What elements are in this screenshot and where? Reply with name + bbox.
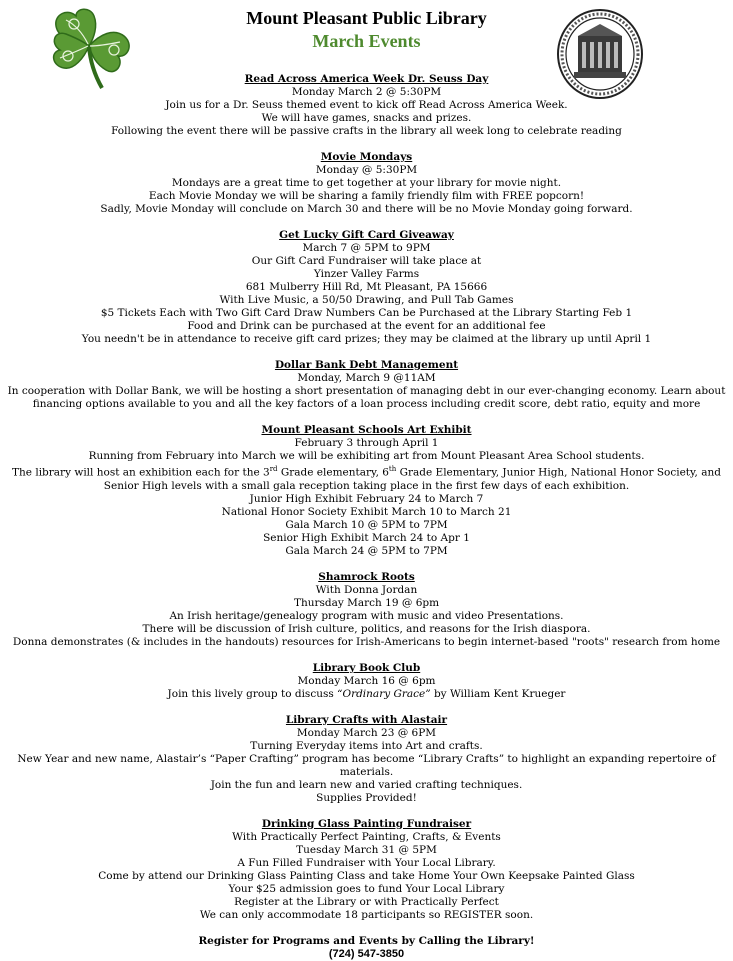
event-movie-mondays [2,151,731,216]
event-line: We can only accommodate 18 participants so REGISTER soon. [199,908,534,921]
event-line: National Honor Society Exhibit March 10 to March 21 [221,505,512,518]
event-line: Monday, March 9 @11AM [297,372,436,384]
event-art-exhibit [2,424,731,558]
event-line: Your $25 admission goes to fund Your Local Library [228,882,505,895]
event-dollar-bank [2,359,731,411]
event-title: Library Book Club [312,661,421,674]
event-line: Monday @ 5:30PM [315,164,418,176]
event-line: Join the fun and learn new and varied crafting techniques. [210,778,523,791]
event-line: March 7 @ 5PM to 9PM [302,242,431,254]
event-line: Junior High Exhibit February 24 to March 7 [249,492,484,505]
event-line: A Fun Filled Fundraiser with Your Local Library. [237,856,496,869]
event-title: Mount Pleasant Schools Art Exhibit [261,424,472,436]
event-line: Our Gift Card Fundraiser will take place at [251,255,482,267]
event-title: Get Lucky Gift Card Giveaway [279,229,454,241]
event-read-across-america [2,73,731,138]
event-line: 681 Mulberry Hill Rd, Mt Pleasant, PA 15666 [245,281,488,293]
event-line: Donna demonstrates (& includes in the handouts) resources for Irish-Americans to begin internet-based "roots" research from home [12,635,721,648]
paragraph-text: Grade elementary, 6 [277,466,389,479]
event-line: Sadly, Movie Monday will conclude on March 30 and there will be no Movie Monday going forward. [100,203,633,215]
ordinal-suffix: rd [269,465,278,473]
book-line-text: Join this lively group to discuss [167,687,338,700]
event-shamrock-roots [2,571,731,649]
document-subtitle: March Events [312,31,421,51]
event-title: Dollar Bank Debt Management [274,359,459,371]
event-line: You needn't be in attendance to receive gift card prizes; they may be claimed at the library up until April 1 [81,333,652,345]
event-line: We will have games, snacks and prizes. [261,112,472,124]
event-line: An Irish heritage/genealogy program with music and video Presentations. [169,609,564,622]
event-line: With Practically Perfect Painting, Crafts, & Events [232,830,501,843]
event-line [2,688,731,701]
event-title: Read Across America Week Dr. Seuss Day [244,73,489,85]
ordinal-suffix: th [388,465,397,473]
event-line: Food and Drink can be purchased at the event for an additional fee [187,320,546,332]
event-line: $5 Tickets Each with Two Gift Card Draw Numbers Can be Purchased at the Library Starting Feb 1 [100,307,633,319]
event-gift-card-giveaway [2,229,731,346]
event-title: Drinking Glass Painting Fundraiser [261,817,472,830]
paragraph-text: Grade Elementary, Junior High, National Honor Society, and Senior High levels with a small gala reception taking place in the first few days of each exhibition. [103,466,721,492]
document-title: Mount Pleasant Public Library [246,8,487,28]
event-line: Thursday March 19 @ 6pm [293,596,440,609]
event-line: With Donna Jordan [315,583,418,596]
event-line: Monday March 16 @ 6pm [297,674,436,687]
paragraph-text: The library will host an exhibition each for the 3 [12,466,270,479]
event-line: Mondays are a great time to get together at your library for movie night. [171,177,562,189]
event-line: Monday March 2 @ 5:30PM [291,86,442,98]
event-line: Gala March 10 @ 5PM to 7PM [285,518,448,531]
event-title: Library Crafts with Alastair [285,713,448,726]
register-callout: Register for Programs and Events by Calling the Library! [198,934,535,947]
event-line: Senior High Exhibit March 24 to Apr 1 [263,531,470,544]
event-line: Monday March 23 @ 6PM [296,726,437,739]
event-paragraph: New Year and new name, Alastair’s “Paper Crafting” program has become “Library Crafts” to highlight an expanding repertoire of materials. [17,752,716,778]
event-line: Following the event there will be passive crafts in the library all week long to celebrate reading [111,125,622,137]
event-title: Shamrock Roots [318,570,415,583]
event-line: Supplies Provided! [316,791,417,804]
event-line: There will be discussion of Irish culture, politics, and reasons for the Irish diaspora. [142,622,591,635]
event-line: Yinzer Valley Farms [313,268,420,280]
event-paragraph [2,463,731,493]
event-line: Come by attend our Drinking Glass Painting Class and take Home Your Own Keepsake Painted Glass [98,869,635,882]
event-line: Turning Everyday items into Art and crafts. [250,739,483,752]
event-book-club [2,662,731,701]
book-line-text: by William Kent Krueger [430,687,566,700]
event-line: Join us for a Dr. Seuss themed event to kick off Read Across America Week. [165,99,568,111]
event-paragraph: In cooperation with Dollar Bank, we will be hosting a short presentation of managing debt in our ever-changing economy. Learn about financing options available to you and all the key factors of a loan process including credit score, debt ratio, equity and more [7,385,726,410]
event-line: Tuesday March 31 @ 5PM [296,843,437,856]
book-title: “Ordinary Grace” [337,687,431,700]
events-list [2,73,731,961]
event-library-crafts [2,714,731,805]
event-line: February 3 through April 1 [294,437,439,449]
event-line: Each Movie Monday we will be sharing a family friendly film with FREE popcorn! [148,190,585,202]
event-glass-painting [2,818,731,922]
event-line: Running from February into March we will be exhibiting art from Mount Pleasant Area School students. [88,450,645,462]
phone-number: (724) 547-3850 [328,947,405,960]
event-line: Gala March 24 @ 5PM to 7PM [285,544,448,557]
event-title: Movie Mondays [320,151,413,163]
event-line: With Live Music, a 50/50 Drawing, and Pull Tab Games [219,294,514,306]
event-line: Register at the Library or with Practically Perfect [234,895,499,908]
